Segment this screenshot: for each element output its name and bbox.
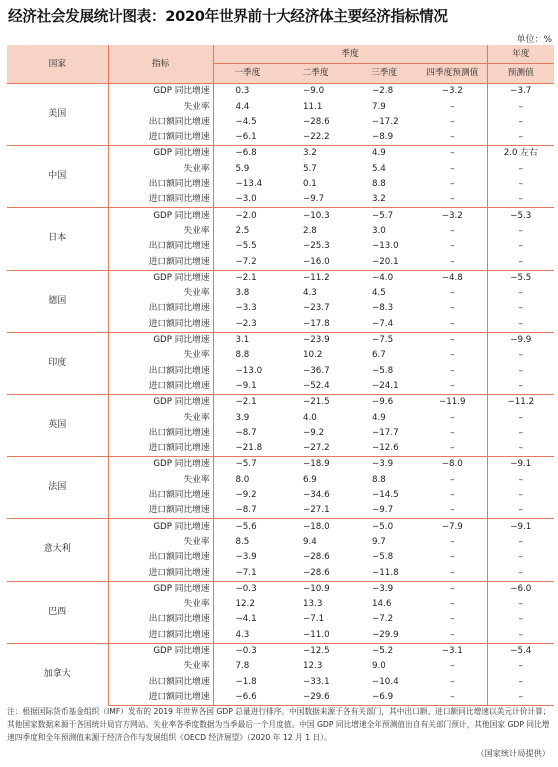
q2-cell: −17.8: [303, 318, 330, 329]
annual-forecast-cell: −5.5: [487, 270, 554, 286]
annual-forecast-cell: –: [487, 503, 554, 519]
header-year: 年度: [487, 45, 554, 64]
q4-forecast-cell: –: [450, 505, 455, 516]
q1-cell: −6.6: [213, 690, 281, 706]
q2-cell: 11.1: [303, 101, 323, 112]
q4-forecast-cell: –: [450, 676, 455, 687]
annual-forecast-cell: –: [487, 239, 554, 254]
q2-cell: −9.2: [303, 427, 325, 438]
q1-cell: 3.8: [213, 286, 281, 301]
q1-cell: −0.3: [213, 643, 281, 659]
q3-cell: 9.7: [372, 536, 386, 547]
q3-cell: −17.2: [372, 116, 399, 127]
q2-cell: −23.9: [281, 332, 350, 348]
header-row-top: [7, 45, 554, 64]
table-row: [7, 394, 554, 410]
table-row: [7, 146, 554, 162]
q3-cell: −9.7: [372, 505, 394, 516]
q2-cell: −28.6: [303, 116, 330, 127]
q3-cell: −7.5: [350, 332, 418, 348]
q1-cell: 2.5: [213, 224, 281, 239]
q3-cell: −12.6: [372, 443, 399, 454]
q4-forecast-cell: −11.9: [418, 394, 487, 410]
q1-cell: −5.5: [213, 239, 281, 254]
indicator-cell: 失业率: [183, 101, 210, 112]
indicator-cell: GDP 同比增速: [108, 208, 213, 224]
q1-cell: 12.2: [213, 597, 281, 612]
q1-cell: 7.8: [213, 659, 281, 674]
indicator-cell: 出口额同比增速: [148, 614, 210, 625]
q2-cell: 5.7: [303, 163, 317, 174]
q3-cell: −3.9: [350, 457, 418, 473]
q2-cell: −9.7: [303, 194, 325, 205]
indicator-cell: 失业率: [183, 661, 210, 672]
indicator-cell: 失业率: [183, 412, 210, 423]
indicator-cell: GDP 同比增速: [108, 643, 213, 659]
table-row: [7, 519, 554, 535]
q2-cell: −9.0: [281, 84, 350, 100]
annual-forecast-cell: –: [487, 379, 554, 395]
q3-cell: −17.7: [372, 427, 399, 438]
annual-forecast-cell: –: [487, 161, 554, 176]
q3-cell: −20.1: [372, 256, 399, 267]
q1-cell: −3.3: [213, 301, 281, 316]
q4-forecast-cell: –: [450, 256, 455, 267]
country-cell: 巴西: [7, 581, 108, 643]
country-cell: 中国: [7, 146, 108, 208]
q4-forecast-cell: –: [450, 132, 455, 143]
annual-forecast-cell: –: [487, 488, 554, 503]
q2-cell: −34.6: [303, 490, 330, 501]
q2-cell: 12.3: [303, 661, 323, 672]
annual-forecast-cell: 2.0 左右: [487, 146, 554, 162]
indicator-cell: 出口额同比增速: [148, 303, 210, 314]
q3-cell: 9.0: [372, 661, 386, 672]
q1-cell: −6.1: [213, 130, 281, 146]
indicator-cell: 出口额同比增速: [148, 676, 210, 687]
q3-cell: −5.0: [350, 519, 418, 535]
indicator-cell: 出口额同比增速: [148, 552, 210, 563]
indicator-cell: 进口额同比增速: [148, 132, 210, 143]
q3-cell: −10.4: [372, 676, 399, 687]
table-row: [7, 270, 554, 286]
annual-forecast-cell: –: [487, 612, 554, 627]
annual-forecast-cell: −11.2: [487, 394, 554, 410]
country-cell: 英国: [7, 394, 108, 456]
annual-forecast-cell: –: [487, 177, 554, 192]
indicator-cell: GDP 同比增速: [108, 270, 213, 286]
indicator-cell: 失业率: [183, 474, 210, 485]
country-cell: 德国: [7, 270, 108, 332]
q2-cell: 10.2: [303, 350, 323, 361]
q3-cell: −8.9: [372, 132, 394, 143]
annual-forecast-cell: −9.1: [487, 457, 554, 473]
annual-forecast-cell: –: [487, 348, 554, 363]
q4-forecast-cell: –: [450, 179, 455, 190]
q1-cell: −8.7: [213, 503, 281, 519]
annual-forecast-cell: –: [487, 301, 554, 316]
header-q3: 三季度: [350, 64, 418, 84]
q3-cell: −6.9: [350, 690, 418, 706]
q1-cell: −21.8: [213, 441, 281, 457]
q4-forecast-cell: –: [418, 332, 487, 348]
annual-forecast-cell: –: [487, 99, 554, 114]
q1-cell: 3.1: [213, 332, 281, 348]
q2-cell: 0.1: [303, 179, 317, 190]
q4-forecast-cell: −4.8: [418, 270, 487, 286]
table-row: [7, 84, 554, 100]
q3-cell: 4.9: [350, 146, 418, 162]
q3-cell: −5.2: [350, 643, 418, 659]
indicator-cell: GDP 同比增速: [108, 84, 213, 100]
q1-cell: −2.1: [213, 394, 281, 410]
annual-forecast-cell: –: [487, 426, 554, 441]
q1-cell: −4.5: [213, 115, 281, 130]
q3-cell: 3.2: [372, 194, 386, 205]
page-title: 经济社会发展统计图表：2020年世界前十大经济体主要经济指标情况: [8, 8, 448, 25]
q4-forecast-cell: –: [450, 350, 455, 361]
q2-cell: −36.7: [303, 365, 330, 376]
q4-forecast-cell: –: [450, 380, 455, 391]
indicator-cell: 进口额同比增速: [148, 194, 210, 205]
indicator-cell: 出口额同比增速: [148, 490, 210, 501]
q4-forecast-cell: –: [450, 661, 455, 672]
annual-forecast-cell: −5.4: [487, 643, 554, 659]
indicator-cell: 进口额同比增速: [148, 443, 210, 454]
q1-cell: −5.6: [213, 519, 281, 535]
annual-forecast-cell: –: [487, 410, 554, 425]
q1-cell: −2.0: [213, 208, 281, 224]
q1-cell: −9.1: [213, 379, 281, 395]
q2-cell: −25.3: [303, 241, 330, 252]
q4-forecast-cell: –: [450, 552, 455, 563]
table-body: [7, 84, 554, 706]
q4-forecast-cell: –: [418, 146, 487, 162]
q3-cell: 4.9: [372, 412, 386, 423]
country-cell: 日本: [7, 208, 108, 270]
q1-cell: 0.3: [213, 84, 281, 100]
q1-cell: 8.5: [213, 535, 281, 550]
q4-forecast-cell: –: [450, 412, 455, 423]
q1-cell: −2.1: [213, 270, 281, 286]
q1-cell: −3.0: [213, 192, 281, 208]
q4-forecast-cell: –: [450, 567, 455, 578]
indicator-cell: GDP 同比增速: [108, 332, 213, 348]
q2-cell: −27.2: [303, 443, 330, 454]
q4-forecast-cell: –: [450, 116, 455, 127]
annual-forecast-cell: –: [487, 597, 554, 612]
annual-forecast-cell: –: [487, 363, 554, 378]
q4-forecast-cell: –: [450, 536, 455, 547]
annual-forecast-cell: –: [487, 550, 554, 565]
q1-cell: −7.2: [213, 254, 281, 270]
header-q2: 二季度: [281, 64, 350, 84]
q4-forecast-cell: –: [450, 629, 455, 640]
table-row: [7, 332, 554, 348]
annual-forecast-cell: –: [487, 224, 554, 239]
q1-cell: −13.0: [213, 363, 281, 378]
indicator-cell: 出口额同比增速: [148, 179, 210, 190]
q2-cell: 2.8: [303, 225, 317, 236]
q2-cell: −23.7: [303, 303, 330, 314]
q4-forecast-cell: −3.1: [418, 643, 487, 659]
q2-cell: −10.3: [281, 208, 350, 224]
q3-cell: −9.6: [350, 394, 418, 410]
indicator-cell: 进口额同比增速: [148, 256, 210, 267]
q2-cell: 4.0: [303, 412, 317, 423]
footnote: 注：根据国际货币基金组织（IMF）发布的 2019 年世界各国 GDP 总量进行排序。中国数据来源于各有关部门，其中出口额、进口额同比增速以美元计价计算；其他国家数据来源于各国统计局官方网站。失业率各季度数据为当季最后一个月度值。中国 GDP 同比增速全年预测值出自有关部门预计，其他国家 GDP 同比增速四季度和全年预测值来源于经济合作与发展组织《OECD 经济展望》（2020 年 12 月 1 日）。: [7, 707, 551, 742]
table-row: [7, 457, 554, 473]
q3-cell: 3.0: [372, 225, 386, 236]
country-cell: 加拿大: [7, 643, 108, 705]
q2-cell: −52.4: [303, 380, 330, 391]
indicator-cell: GDP 同比增速: [108, 394, 213, 410]
q4-forecast-cell: −8.0: [418, 457, 487, 473]
q4-forecast-cell: –: [450, 614, 455, 625]
indicator-cell: 进口额同比增速: [148, 318, 210, 329]
q1-cell: −2.3: [213, 316, 281, 332]
q3-cell: 4.5: [372, 288, 386, 299]
q2-cell: −11.2: [281, 270, 350, 286]
q3-cell: 8.8: [372, 179, 386, 190]
annual-forecast-cell: –: [487, 565, 554, 581]
indicator-cell: 失业率: [183, 350, 210, 361]
q2-cell: −33.1: [303, 676, 330, 687]
annual-forecast-cell: –: [487, 535, 554, 550]
q3-cell: −7.4: [372, 318, 394, 329]
q2-cell: 13.3: [303, 599, 323, 610]
indicator-cell: 失业率: [183, 599, 210, 610]
q1-cell: −3.9: [213, 550, 281, 565]
q2-cell: 4.3: [303, 288, 317, 299]
q4-forecast-cell: –: [450, 303, 455, 314]
indicator-cell: 进口额同比增速: [148, 380, 210, 391]
q3-cell: −3.9: [350, 581, 418, 597]
indicator-cell: 进口额同比增速: [148, 629, 210, 640]
country-cell: 印度: [7, 332, 108, 394]
q2-cell: −18.9: [281, 457, 350, 473]
table-row: [7, 208, 554, 224]
annual-forecast-cell: –: [487, 254, 554, 270]
q2-cell: 3.2: [281, 146, 350, 162]
annual-forecast-cell: −5.3: [487, 208, 554, 224]
header-country: 国家: [7, 45, 108, 84]
indicator-cell: 失业率: [183, 536, 210, 547]
source-credit: （国家统计局提供）: [476, 748, 550, 758]
q4-forecast-cell: –: [450, 474, 455, 485]
q3-cell: −5.8: [372, 365, 394, 376]
q3-cell: −5.7: [350, 208, 418, 224]
q2-cell: −21.5: [281, 394, 350, 410]
q2-cell: −29.6: [281, 690, 350, 706]
q4-forecast-cell: –: [450, 427, 455, 438]
country-cell: 美国: [7, 84, 108, 146]
header-indicator: 指标: [108, 45, 213, 84]
q2-cell: −10.9: [281, 581, 350, 597]
q3-cell: 5.4: [372, 163, 386, 174]
q1-cell: −1.8: [213, 674, 281, 689]
annual-forecast-cell: –: [487, 441, 554, 457]
country-cell: 法国: [7, 457, 108, 519]
q3-cell: −7.2: [372, 614, 394, 625]
q2-cell: −27.1: [303, 505, 330, 516]
q4-forecast-cell: –: [450, 318, 455, 329]
q1-cell: −8.7: [213, 426, 281, 441]
q3-cell: −13.0: [372, 241, 399, 252]
q2-cell: −16.0: [303, 256, 330, 267]
indicator-cell: 进口额同比增速: [148, 567, 210, 578]
table-row: [7, 643, 554, 659]
q3-cell: 14.6: [372, 599, 392, 610]
indicator-cell: 进口额同比增速: [148, 505, 210, 516]
annual-forecast-cell: −9.1: [487, 519, 554, 535]
indicator-cell: 出口额同比增速: [148, 116, 210, 127]
annual-forecast-cell: –: [487, 115, 554, 130]
indicator-cell: GDP 同比增速: [108, 581, 213, 597]
q2-cell: 9.4: [303, 536, 317, 547]
q1-cell: −4.1: [213, 612, 281, 627]
annual-forecast-cell: −6.0: [487, 581, 554, 597]
q3-cell: −14.5: [372, 490, 399, 501]
indicator-cell: 失业率: [183, 225, 210, 236]
q3-cell: −4.0: [350, 270, 418, 286]
q1-cell: −0.3: [213, 581, 281, 597]
q4-forecast-cell: –: [450, 101, 455, 112]
q1-cell: 3.9: [213, 410, 281, 425]
annual-forecast-cell: –: [487, 286, 554, 301]
annual-forecast-cell: –: [487, 316, 554, 332]
q4-forecast-cell: −3.2: [418, 84, 487, 100]
annual-forecast-cell: −3.7: [487, 84, 554, 100]
q3-cell: −29.9: [372, 629, 399, 640]
annual-forecast-cell: –: [487, 472, 554, 487]
q4-forecast-cell: −3.2: [418, 208, 487, 224]
q3-cell: −11.8: [372, 567, 399, 578]
q1-cell: −9.2: [213, 488, 281, 503]
indicator-cell: 失业率: [183, 163, 210, 174]
q1-cell: 5.9: [213, 161, 281, 176]
q1-cell: −13.4: [213, 177, 281, 192]
q2-cell: −18.0: [281, 519, 350, 535]
q1-cell: −6.8: [213, 146, 281, 162]
q3-cell: −8.3: [372, 303, 394, 314]
unit-label: 单位：%: [516, 35, 552, 45]
annual-forecast-cell: –: [487, 130, 554, 146]
indicator-cell: 出口额同比增速: [148, 241, 210, 252]
annual-forecast-cell: –: [487, 659, 554, 674]
q2-cell: −11.0: [303, 629, 330, 640]
indicator-cell: GDP 同比增速: [108, 519, 213, 535]
q1-cell: 4.3: [213, 627, 281, 643]
header-q4-forecast: 四季度预测值: [418, 64, 487, 84]
q1-cell: 8.8: [213, 348, 281, 363]
header-q1: 一季度: [213, 64, 281, 84]
q4-forecast-cell: –: [450, 225, 455, 236]
q4-forecast-cell: –: [450, 288, 455, 299]
header-quarter: 季度: [213, 45, 487, 64]
indicator-cell: 出口额同比增速: [148, 427, 210, 438]
q4-forecast-cell: –: [450, 194, 455, 205]
q1-cell: 4.4: [213, 99, 281, 114]
q1-cell: 8.0: [213, 472, 281, 487]
q3-cell: −24.1: [372, 380, 399, 391]
annual-forecast-cell: –: [487, 192, 554, 208]
q4-forecast-cell: –: [418, 581, 487, 597]
q3-cell: 7.9: [372, 101, 386, 112]
annual-forecast-cell: –: [487, 674, 554, 689]
q3-cell: −2.8: [350, 84, 418, 100]
annual-forecast-cell: –: [487, 690, 554, 706]
q4-forecast-cell: –: [450, 599, 455, 610]
q2-cell: −7.1: [303, 614, 325, 625]
q4-forecast-cell: –: [450, 163, 455, 174]
q3-cell: 8.8: [372, 474, 386, 485]
q2-cell: −28.6: [303, 567, 330, 578]
q4-forecast-cell: –: [450, 241, 455, 252]
q3-cell: 6.7: [372, 350, 386, 361]
q2-cell: −28.6: [303, 552, 330, 563]
annual-forecast-cell: –: [487, 627, 554, 643]
table-row: [7, 581, 554, 597]
q1-cell: −5.7: [213, 457, 281, 473]
q3-cell: −5.8: [372, 552, 394, 563]
indicator-cell: 出口额同比增速: [148, 365, 210, 376]
indicator-cell: GDP 同比增速: [108, 146, 213, 162]
q4-forecast-cell: –: [450, 443, 455, 454]
q4-forecast-cell: −7.9: [418, 519, 487, 535]
q4-forecast-cell: –: [418, 690, 487, 706]
annual-forecast-cell: −9.9: [487, 332, 554, 348]
indicator-cell: GDP 同比增速: [108, 457, 213, 473]
q2-cell: 6.9: [303, 474, 317, 485]
q1-cell: −7.1: [213, 565, 281, 581]
header-annual-forecast: 预测值: [487, 64, 554, 84]
q4-forecast-cell: –: [450, 490, 455, 501]
country-cell: 意大利: [7, 519, 108, 581]
data-table: [7, 45, 554, 706]
indicator-cell: 失业率: [183, 288, 210, 299]
q4-forecast-cell: –: [450, 365, 455, 376]
q2-cell: −12.5: [281, 643, 350, 659]
indicator-cell: 进口额同比增速: [108, 690, 213, 706]
q2-cell: −22.2: [303, 132, 330, 143]
